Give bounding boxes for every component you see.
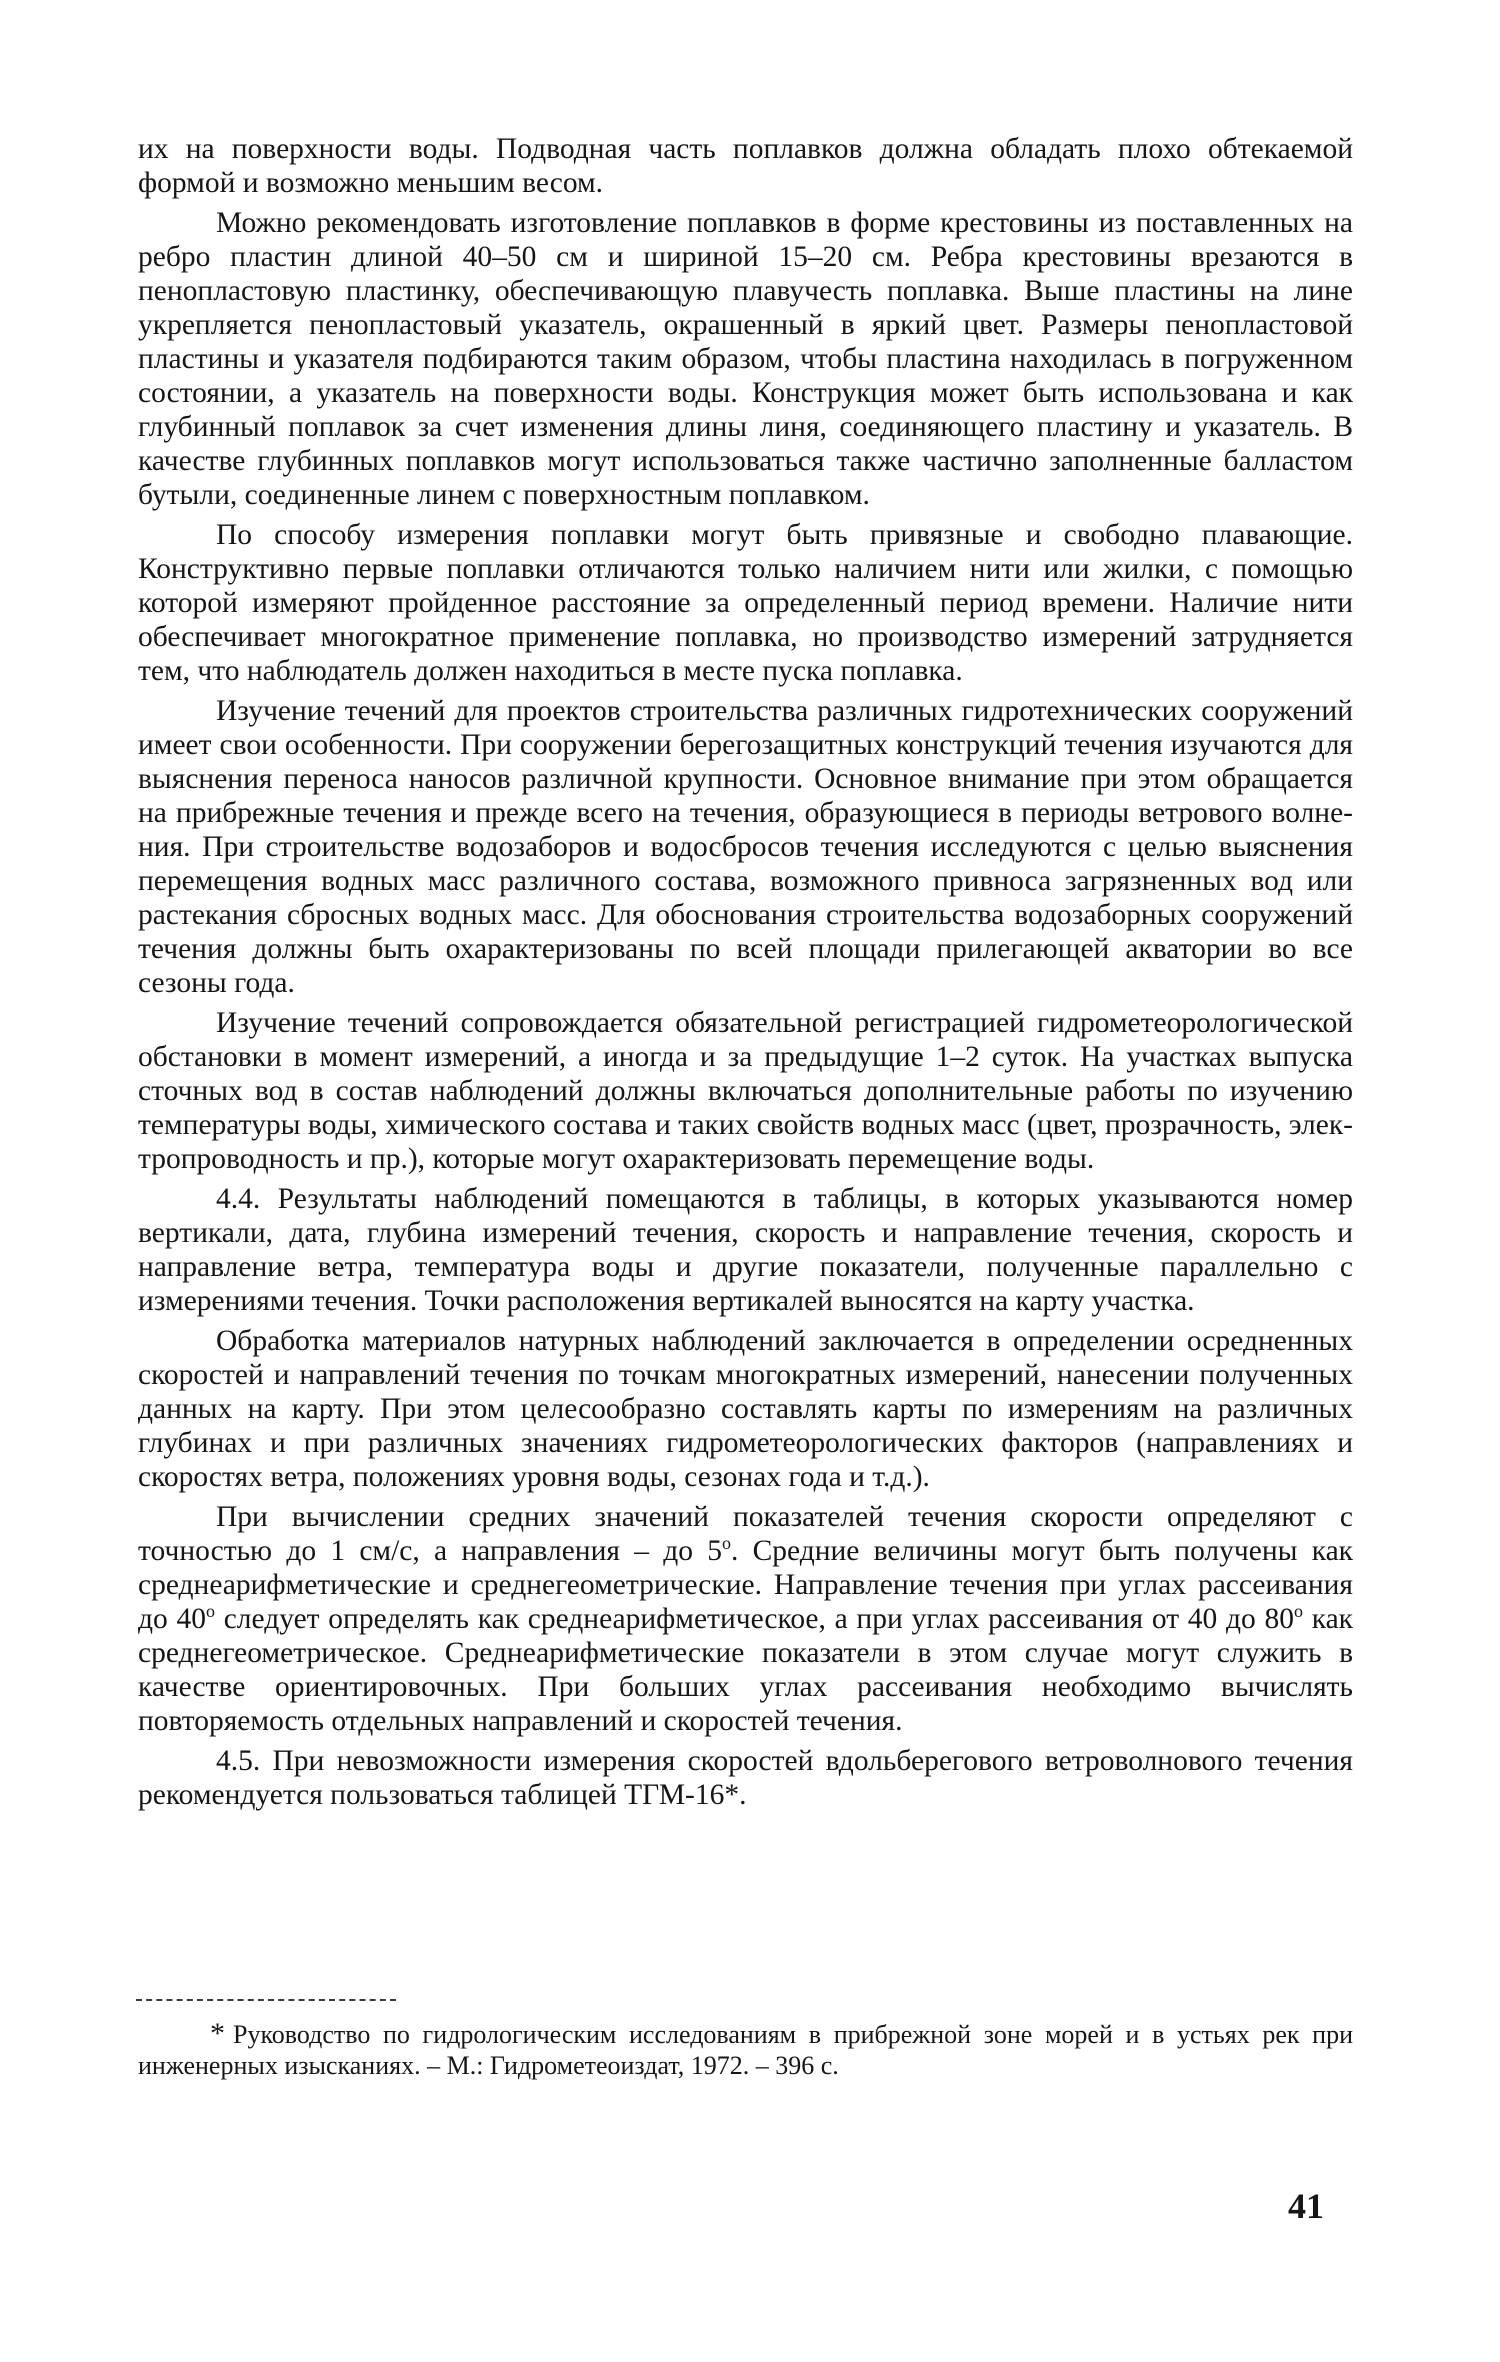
paragraph-data-processing: Обработка материалов натурных наблюдений заключается в определении осредненных скоростей и направлений течения по точкам многократных измерений, нанесении полученных данных на карту. При этом целесообразно составлять карты по измерениям на различных глубинах и при различных значениях гидрометеорологических факторов (направлениях и скоростях ветра, положениях уровня воды, сезонах года и т.д.). <box>138 1325 1353 1493</box>
paragraph-averages <box>138 1500 1353 1738</box>
degree-mark: о <box>1293 1601 1303 1622</box>
paragraph-floats-shape: их на поверхности воды. Подводная часть поплавков должна обладать плохо обтекаемой формой и возможно меньшим весом. <box>138 133 1353 199</box>
paragraph-section-4-4: 4.4. Результаты наблюдений помещаются в таблицы, в которых указываются номер вертикали, дата, глубина измерений течения, скорость и направление течения, скорость и направление ветра, температура воды и другие показатели, полученные параллельно с измерениями течения. Точки расположения вертикалей выносятся на карту участка. <box>138 1183 1353 1317</box>
averages-text-part: . Средние величины могут быть получены как среднеарифметические и среднегеометрические. Направление течения при углах рассеивания до 40 <box>138 1535 1354 1635</box>
paragraph-float-types: По способу измерения поплавки могут быть привязные и свободно плавающие. Конструктивно первые поплавки отличаются только наличием нити или жилки, с помощью которой измеряют пройденное расстояние за определенный период времени. Наличие нити обеспечивает многократное применение поплавка, но производство измерений затрудняется тем, что наблюдатель должен находиться в месте пуска поплавка. <box>138 519 1353 687</box>
paragraph-section-4-5: 4.5. При невозможности измерения скоростей вдольберегового ветроволнового течения рекомендуется пользоваться таблицей ТГМ-16*. <box>138 1745 1353 1811</box>
paragraph-hydraulic-structures: Изучение течений для проектов строительства различных гидротехнических сооружений имеет свои особенности. При сооружении берегозащитных конструкций течения изучаются для выяснения переноса наносов различной крупности. Основное внимание при этом обращается на прибрежные течения и прежде всего на течения, образующиеся в периоды ветрового волнения. При строительстве водозаборов и водосбросов течения исследуются с целью выяснения перемещения водных масс различного состава, возможного привноса загрязненных вод или растекания сбросных водных масс. Для обоснования строительства водозаборных сооружений течения должны быть охарактеризованы по всей площади прилегающей акватории во все сезоны года. <box>138 695 1353 999</box>
paragraph-hydrometeo-registration: Изучение течений сопровождается обязательной регистрацией гидрометеорологической обстановки в момент измерений, а иногда и за предыдущие 1–2 суток. На участках выпуска сточных вод в состав наблюдений должны включаться дополнительные работы по изучению температуры воды, химического состава и таких свойств водных масс (цвет, прозрачность, электропроводность и пр.), которые могут охарактеризовать перемещение воды. <box>138 1007 1353 1175</box>
paragraph-cross-float: Можно рекомендовать изготовление поплавков в форме крестовины из поставленных на ребро пластин длиной 40–50 см и шириной 15–20 см. Ребра крестовины врезаются в пенопластовую пластинку, обеспечивающую плавучесть поплавка. Выше пластины на лине укрепляется пенопластовый указатель, окрашенный в яркий цвет. Размеры пенопластовой пластины и указателя подбираются таким образом, чтобы пластина находилась в погруженном состоянии, а указатель на поверхности воды. Конструкция может быть использована и как глубинный поплавок за счет изменения длины линя, соединяющего пластину и указатель. В качестве глубинных поплавков могут использоваться также частично заполненные балластом бутыли, соединенные линем с поверхностным поплавком. <box>138 207 1353 511</box>
averages-text-part: При вычислении средних значений показателей течения скорости определяют с точностью до 1 см/с, а направления – до 5 <box>138 1501 1353 1567</box>
degree-mark: о <box>205 1601 215 1622</box>
degree-mark: о <box>721 1533 731 1554</box>
footnote-text: Руководство по гидрологическим исследованиям в прибрежной зоне морей и в устьях рек при инженерных изысканиях. – М.: Гидрометеоиздат, 1972. – 396 с. <box>138 2020 1353 2080</box>
footnote <box>138 2018 1353 2081</box>
footnote-separator <box>136 1999 396 2001</box>
averages-text-part: следует определять как среднеарифметическое, а при углах рассеивания от 40 до 80 <box>214 1603 1294 1635</box>
page-number: 41 <box>1288 2186 1324 2226</box>
page-body <box>138 132 1353 1818</box>
footnote-marker: * <box>210 2017 225 2050</box>
averages-text-part: как среднегеометрическое. Среднеарифметические показатели в этом случае могут служить в качестве ориентировочных. При больших углах рассеивания необходимо вычислять повторяемость отдельных направлений и скоростей течения. <box>138 1603 1354 1737</box>
